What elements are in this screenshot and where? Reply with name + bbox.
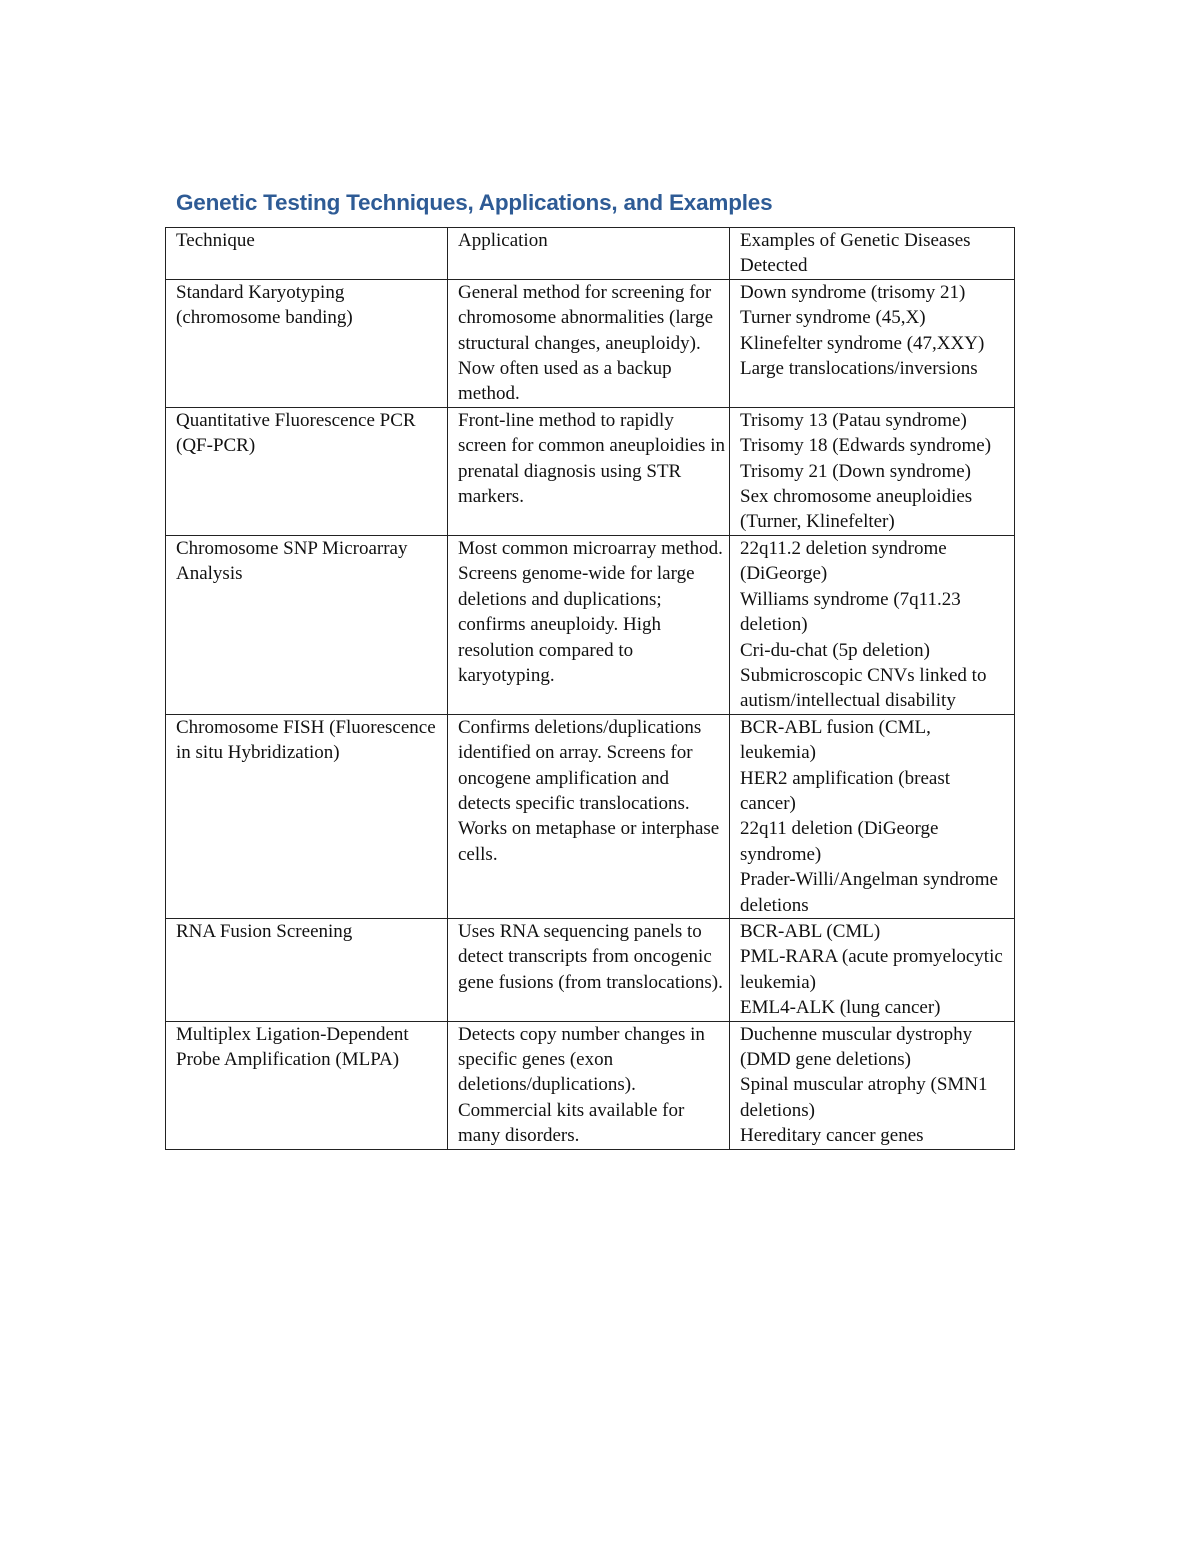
table-row bbox=[166, 535, 1015, 714]
example-item: Trisomy 21 (Down syndrome) bbox=[740, 460, 971, 482]
table-row bbox=[166, 1021, 1015, 1149]
examples-cell bbox=[730, 918, 1015, 1021]
example-item: Duchenne muscular dystrophy (DMD gene deletions) bbox=[740, 1023, 973, 1070]
example-item: Klinefelter syndrome (47,XXY) bbox=[740, 332, 985, 354]
header-examples: Examples of Genetic Diseases Detected bbox=[730, 228, 1015, 280]
table-row bbox=[166, 407, 1015, 535]
technique-cell: Chromosome SNP Microarray Analysis bbox=[166, 535, 448, 714]
example-item: Prader-Willi/Angelman syndrome deletions bbox=[740, 869, 998, 916]
example-item: Sex chromosome aneuploidies (Turner, Klinefelter) bbox=[740, 486, 973, 533]
page-title: Genetic Testing Techniques, Applications, and Examples bbox=[176, 190, 773, 215]
example-item: Submicroscopic CNVs linked to autism/intellectual disability bbox=[740, 664, 987, 712]
table-row bbox=[166, 918, 1015, 1021]
table-header-row bbox=[166, 228, 1015, 280]
example-item: 22q11.2 deletion syndrome (DiGeorge) bbox=[740, 537, 947, 585]
example-item: BCR-ABL (CML) bbox=[740, 920, 881, 942]
example-item: Spinal muscular atrophy (SMN1 deletions) bbox=[740, 1074, 988, 1121]
example-item: Down syndrome (trisomy 21) bbox=[740, 281, 966, 303]
technique-cell: Standard Karyotyping (chromosome banding) bbox=[166, 279, 448, 407]
genetic-testing-table bbox=[165, 227, 1015, 1150]
application-cell: Most common microarray method. Screens genome-wide for large deletions and duplications; confirms aneuploidy. High resolution compared to karyotyping. bbox=[448, 535, 730, 714]
example-item: Cri-du-chat (5p deletion) bbox=[740, 639, 930, 661]
example-item: Trisomy 18 (Edwards syndrome) bbox=[740, 435, 992, 457]
example-item: Williams syndrome (7q11.23 deletion) bbox=[740, 588, 961, 636]
example-item: Hereditary cancer genes bbox=[740, 1125, 924, 1147]
technique-cell: RNA Fusion Screening bbox=[166, 918, 448, 1021]
technique-cell: Chromosome FISH (Fluorescence in situ Hybridization) bbox=[166, 714, 448, 918]
header-application: Application bbox=[448, 228, 730, 280]
example-item: EML4-ALK (lung cancer) bbox=[740, 997, 941, 1019]
application-cell: Detects copy number changes in specific genes (exon deletions/duplications). Commercial kits available for many disorders. bbox=[448, 1021, 730, 1149]
examples-cell bbox=[730, 279, 1015, 407]
application-cell: General method for screening for chromosome abnormalities (large structural changes, aneuploidy). Now often used as a backup method. bbox=[448, 279, 730, 407]
example-item: BCR-ABL fusion (CML, leukemia) bbox=[740, 716, 931, 764]
application-cell: Confirms deletions/duplications identified on array. Screens for oncogene amplification and detects specific translocations. Works on metaphase or interphase cells. bbox=[448, 714, 730, 918]
table-row bbox=[166, 714, 1015, 918]
example-item: Trisomy 13 (Patau syndrome) bbox=[740, 409, 967, 431]
example-item: Turner syndrome (45,X) bbox=[740, 307, 926, 329]
table-row bbox=[166, 279, 1015, 407]
example-item: HER2 amplification (breast cancer) bbox=[740, 767, 950, 814]
example-item: PML-RARA (acute promyelocytic leukemia) bbox=[740, 946, 1003, 993]
examples-cell bbox=[730, 407, 1015, 535]
examples-cell bbox=[730, 535, 1015, 714]
example-item: 22q11 deletion (DiGeorge syndrome) bbox=[740, 818, 939, 865]
example-item: Large translocations/inversions bbox=[740, 358, 978, 380]
application-cell: Uses RNA sequencing panels to detect transcripts from oncogenic gene fusions (from translocations). bbox=[448, 918, 730, 1021]
technique-cell: Multiplex Ligation-Dependent Probe Amplification (MLPA) bbox=[166, 1021, 448, 1149]
examples-cell bbox=[730, 714, 1015, 918]
technique-cell: Quantitative Fluorescence PCR (QF-PCR) bbox=[166, 407, 448, 535]
header-technique: Technique bbox=[166, 228, 448, 280]
examples-cell bbox=[730, 1021, 1015, 1149]
application-cell: Front-line method to rapidly screen for common aneuploidies in prenatal diagnosis using STR markers. bbox=[448, 407, 730, 535]
